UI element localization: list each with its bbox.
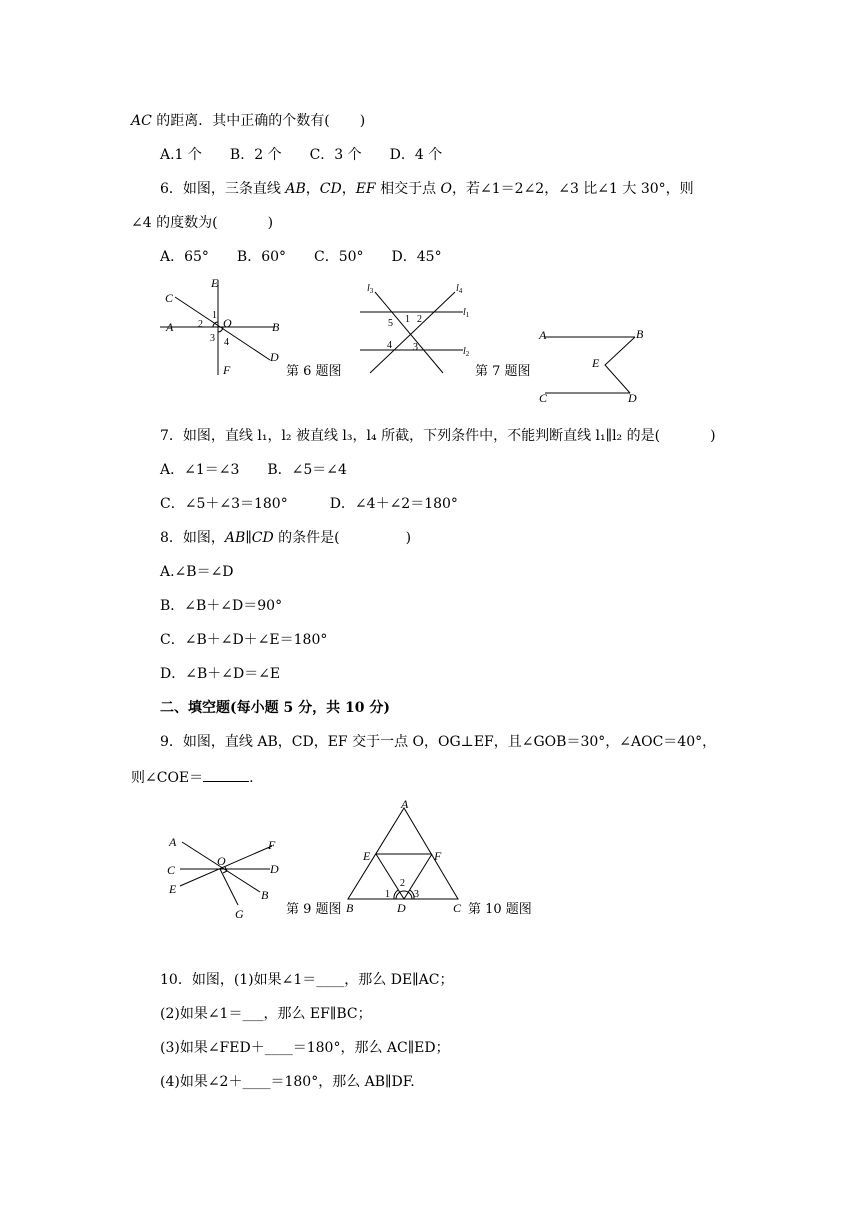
line-bed xyxy=(605,337,635,393)
label-e: E xyxy=(211,276,219,290)
label-f: F xyxy=(223,363,231,377)
label-e: E xyxy=(592,356,600,370)
label-f: F xyxy=(268,838,276,852)
q8-option-d: D．∠B＋∠D＝∠E xyxy=(160,666,281,682)
label-e: E xyxy=(363,849,371,863)
q6-p3: ，若∠1＝2∠2，∠3 比∠1 大 30°，则 xyxy=(452,181,694,197)
q9-stem-2 xyxy=(131,766,254,788)
label-b: B xyxy=(346,901,354,915)
q6-p1: 6．如图，三条直线 xyxy=(160,181,286,197)
q9-stem: 9．如图，直线 AB，CD，EF 交于一点 O，OG⊥EF，且∠GOB＝30°，∠AOC＝40°， xyxy=(160,734,717,750)
label-l2: $l_2$ xyxy=(463,346,470,358)
q10-line-1: 10．如图，(1)如果∠1＝____，那么 DE∥AC； xyxy=(160,972,454,988)
label-b: B xyxy=(261,888,269,902)
q8-option-c: C．∠B＋∠D＋∠E＝180° xyxy=(160,632,328,648)
caption-fig-9: 第 9 题图 xyxy=(286,902,342,917)
q6-l2b: ) xyxy=(267,215,274,231)
q8-ab: AB xyxy=(224,530,246,546)
angle-1: 1 xyxy=(405,314,410,325)
angle-3: 3 xyxy=(413,342,418,353)
q5-options: A.1 个 B．2 个 C．3 个 D．4 个 xyxy=(160,147,443,163)
angle-3: 3 xyxy=(414,889,419,900)
label-l3: $l_3$ xyxy=(367,283,374,295)
caption-fig-10: 第 10 题图 xyxy=(468,902,532,917)
label-l1: $l_1$ xyxy=(463,307,470,319)
figure-7 xyxy=(355,280,480,380)
q6-o: O xyxy=(440,181,453,197)
q6-ef: EF xyxy=(355,181,376,197)
q9-answer-blank xyxy=(203,766,249,782)
q6-stem xyxy=(160,179,694,199)
figure-6 xyxy=(160,275,290,380)
figure-8 xyxy=(535,325,655,405)
label-a: A xyxy=(401,798,409,811)
q8-option-a: A.∠B＝∠D xyxy=(160,564,234,580)
q5-text: 的距离．其中正确的个数有( xyxy=(151,113,330,129)
q7-stem xyxy=(160,426,716,446)
angle-5: 5 xyxy=(388,318,393,329)
section-fill-in-title: 二、填空题(每小题 5 分，共 10 分) xyxy=(160,700,390,716)
q6-l2a: ∠4 的度数为( xyxy=(131,215,218,231)
label-g: G xyxy=(235,907,244,920)
label-a: A xyxy=(166,320,174,334)
q7-close: ) xyxy=(710,428,716,444)
q6-stem-2 xyxy=(131,213,273,233)
angle-4: 4 xyxy=(387,340,392,351)
label-c: C xyxy=(165,291,174,305)
q8-par: ∥ xyxy=(245,530,252,546)
q9-l2a: 则∠COE＝ xyxy=(131,770,204,786)
q6-p2: 相交于点 xyxy=(375,181,441,197)
q8-option-b: B．∠B＋∠D＝90° xyxy=(160,598,283,614)
label-d: D xyxy=(270,862,279,876)
q7-option-cd: C．∠5＋∠3＝180° D．∠4＋∠2＝180° xyxy=(160,496,458,512)
label-o: O xyxy=(217,854,226,868)
q5-close: ) xyxy=(359,113,366,129)
figure-9 xyxy=(162,830,287,920)
label-d: D xyxy=(628,391,637,405)
label-b: B xyxy=(272,320,280,334)
q6-s1: ， xyxy=(305,181,320,197)
q9-l2b: . xyxy=(249,770,254,786)
label-c: C xyxy=(539,391,548,405)
line-l3 xyxy=(375,292,443,373)
q8-close: ) xyxy=(405,530,412,546)
q8-s2: 的条件是( xyxy=(273,530,340,546)
caption-fig-7: 第 7 题图 xyxy=(475,364,531,379)
angle-2: 2 xyxy=(417,314,422,325)
q8-s1: 8．如图， xyxy=(160,530,225,546)
line-l4 xyxy=(370,292,455,373)
q8-cd: CD xyxy=(251,530,274,546)
q10-line-2: (2)如果∠1＝___，那么 EF∥BC； xyxy=(160,1006,372,1022)
label-e: E xyxy=(169,882,177,896)
figure-10 xyxy=(342,798,466,918)
angle-1: 1 xyxy=(212,310,217,321)
angle-2: 2 xyxy=(400,878,405,889)
label-c: C xyxy=(453,901,462,915)
label-o: O xyxy=(223,316,232,330)
q6-cd: CD xyxy=(319,181,342,197)
label-f: F xyxy=(434,849,442,863)
q7-option-ab: A．∠1＝∠3 B．∠5＝∠4 xyxy=(160,462,347,478)
q10-line-3: (3)如果∠FED＋____＝180°，那么 AC∥ED； xyxy=(160,1040,450,1056)
label-a: A xyxy=(169,835,177,849)
label-b: B xyxy=(636,327,644,341)
line-og xyxy=(220,869,238,905)
angle-1: 1 xyxy=(385,889,390,900)
q5-tail xyxy=(131,111,365,131)
q6-s2: ， xyxy=(341,181,356,197)
label-a: A xyxy=(539,328,547,342)
q5-ac: AC xyxy=(131,113,152,129)
q6-ab: AB xyxy=(285,181,306,197)
label-d: D xyxy=(397,901,406,915)
angle-3: 3 xyxy=(210,333,215,344)
q6-options: A．65° B．60° C．50° D．45° xyxy=(160,249,442,265)
angle-2: 2 xyxy=(198,319,203,330)
q8-stem xyxy=(160,528,411,548)
angle-4: 4 xyxy=(224,337,229,348)
q7-text: 7．如图，直线 l₁，l₂ 被直线 l₃，l₄ 所截，下列条件中，不能判断直线 l₁∥l₂ 的是( xyxy=(160,428,661,444)
arc-angle-2 xyxy=(396,891,412,899)
label-d: D xyxy=(270,350,279,364)
q10-line-4: (4)如果∠2＋____＝180°，那么 AB∥DF. xyxy=(160,1074,415,1090)
label-l4: $l_4$ xyxy=(456,283,463,295)
caption-fig-6: 第 6 题图 xyxy=(286,364,342,379)
label-c: C xyxy=(167,863,176,877)
